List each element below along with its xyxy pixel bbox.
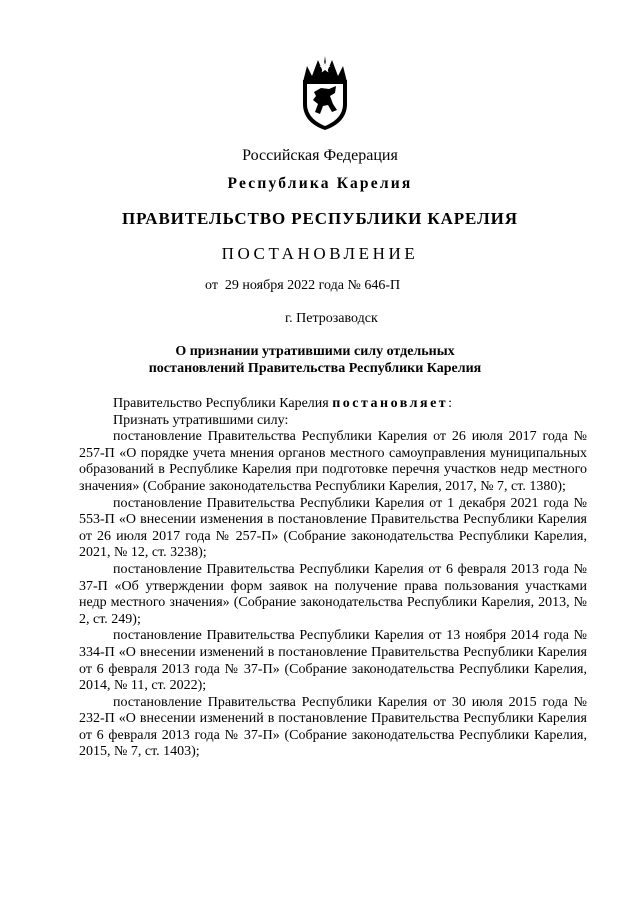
document-number: от 29 ноября 2022 года № 646-П <box>205 278 401 293</box>
intro-verb: постановляет <box>332 396 449 411</box>
intro-text: Правительство Республики Карелия <box>113 396 333 411</box>
document-city: г. Петрозаводск <box>285 311 378 326</box>
document-title <box>80 343 550 377</box>
document-type: ПОСТАНОВЛЕНИЕ <box>221 244 419 263</box>
list-item: постановление Правительства Республики Карелия от 6 февраля 2013 года № 37-П «Об утверждении форм заявок на получение права пользования участками недр местного значения» (Собрание законодательства Республики Карелия, 2013, № 2, ст. 249); <box>79 561 587 627</box>
karelia-coat-of-arms-icon <box>299 52 351 132</box>
list-lead: Признать утратившими силу: <box>113 412 289 428</box>
list-item: постановление Правительства Республики Карелия от 1 декабря 2021 года № 553-П «О внесении изменения в постановление Правительства Республики Карелия от 26 июля 2017 года № 257-П» (Собрание законодательства Республики Карелия, 2021, № 12, ст. 3238); <box>79 495 587 561</box>
title-line-2: постановлений Правительства Республики Карелия <box>148 361 482 376</box>
document-body <box>79 396 587 761</box>
list-item: постановление Правительства Республики Карелия от 13 ноября 2014 года № 334-П «О внесении изменений в постановление Правительства Республики Карелия от 6 февраля 2013 года № 37-П» (Собрание законодательства Республики Карелия, 2014, № 11, ст. 2022); <box>79 628 587 694</box>
intro-colon: : <box>448 396 453 411</box>
government-name: ПРАВИТЕЛЬСТВО РЕСПУБЛИКИ КАРЕЛИЯ <box>122 209 518 228</box>
list-item: постановление Правительства Республики Карелия от 26 июля 2017 года № 257-П «О порядке учета мнения органов местного самоуправления муниципальных образований в Республике Карелия при подготовке перечня участков недр местного значения» (Собрание законодательства Республики Карелия, 2017, № 7, ст. 1380); <box>79 429 587 494</box>
country-name: Российская Федерация <box>242 147 398 164</box>
republic-name: Республика Карелия <box>227 175 413 192</box>
list-item: постановление Правительства Республики Карелия от 30 июля 2015 года № 232-П «О внесении изменений в постановление Правительства Республики Карелия от 6 февраля 2013 года № 37-П» (Собрание законодательства Республики Карелия, 2015, № 7, ст. 1403); <box>79 694 587 760</box>
intro-paragraph <box>79 396 587 413</box>
title-line-1: О признании утратившими силу отдельных <box>175 344 455 359</box>
